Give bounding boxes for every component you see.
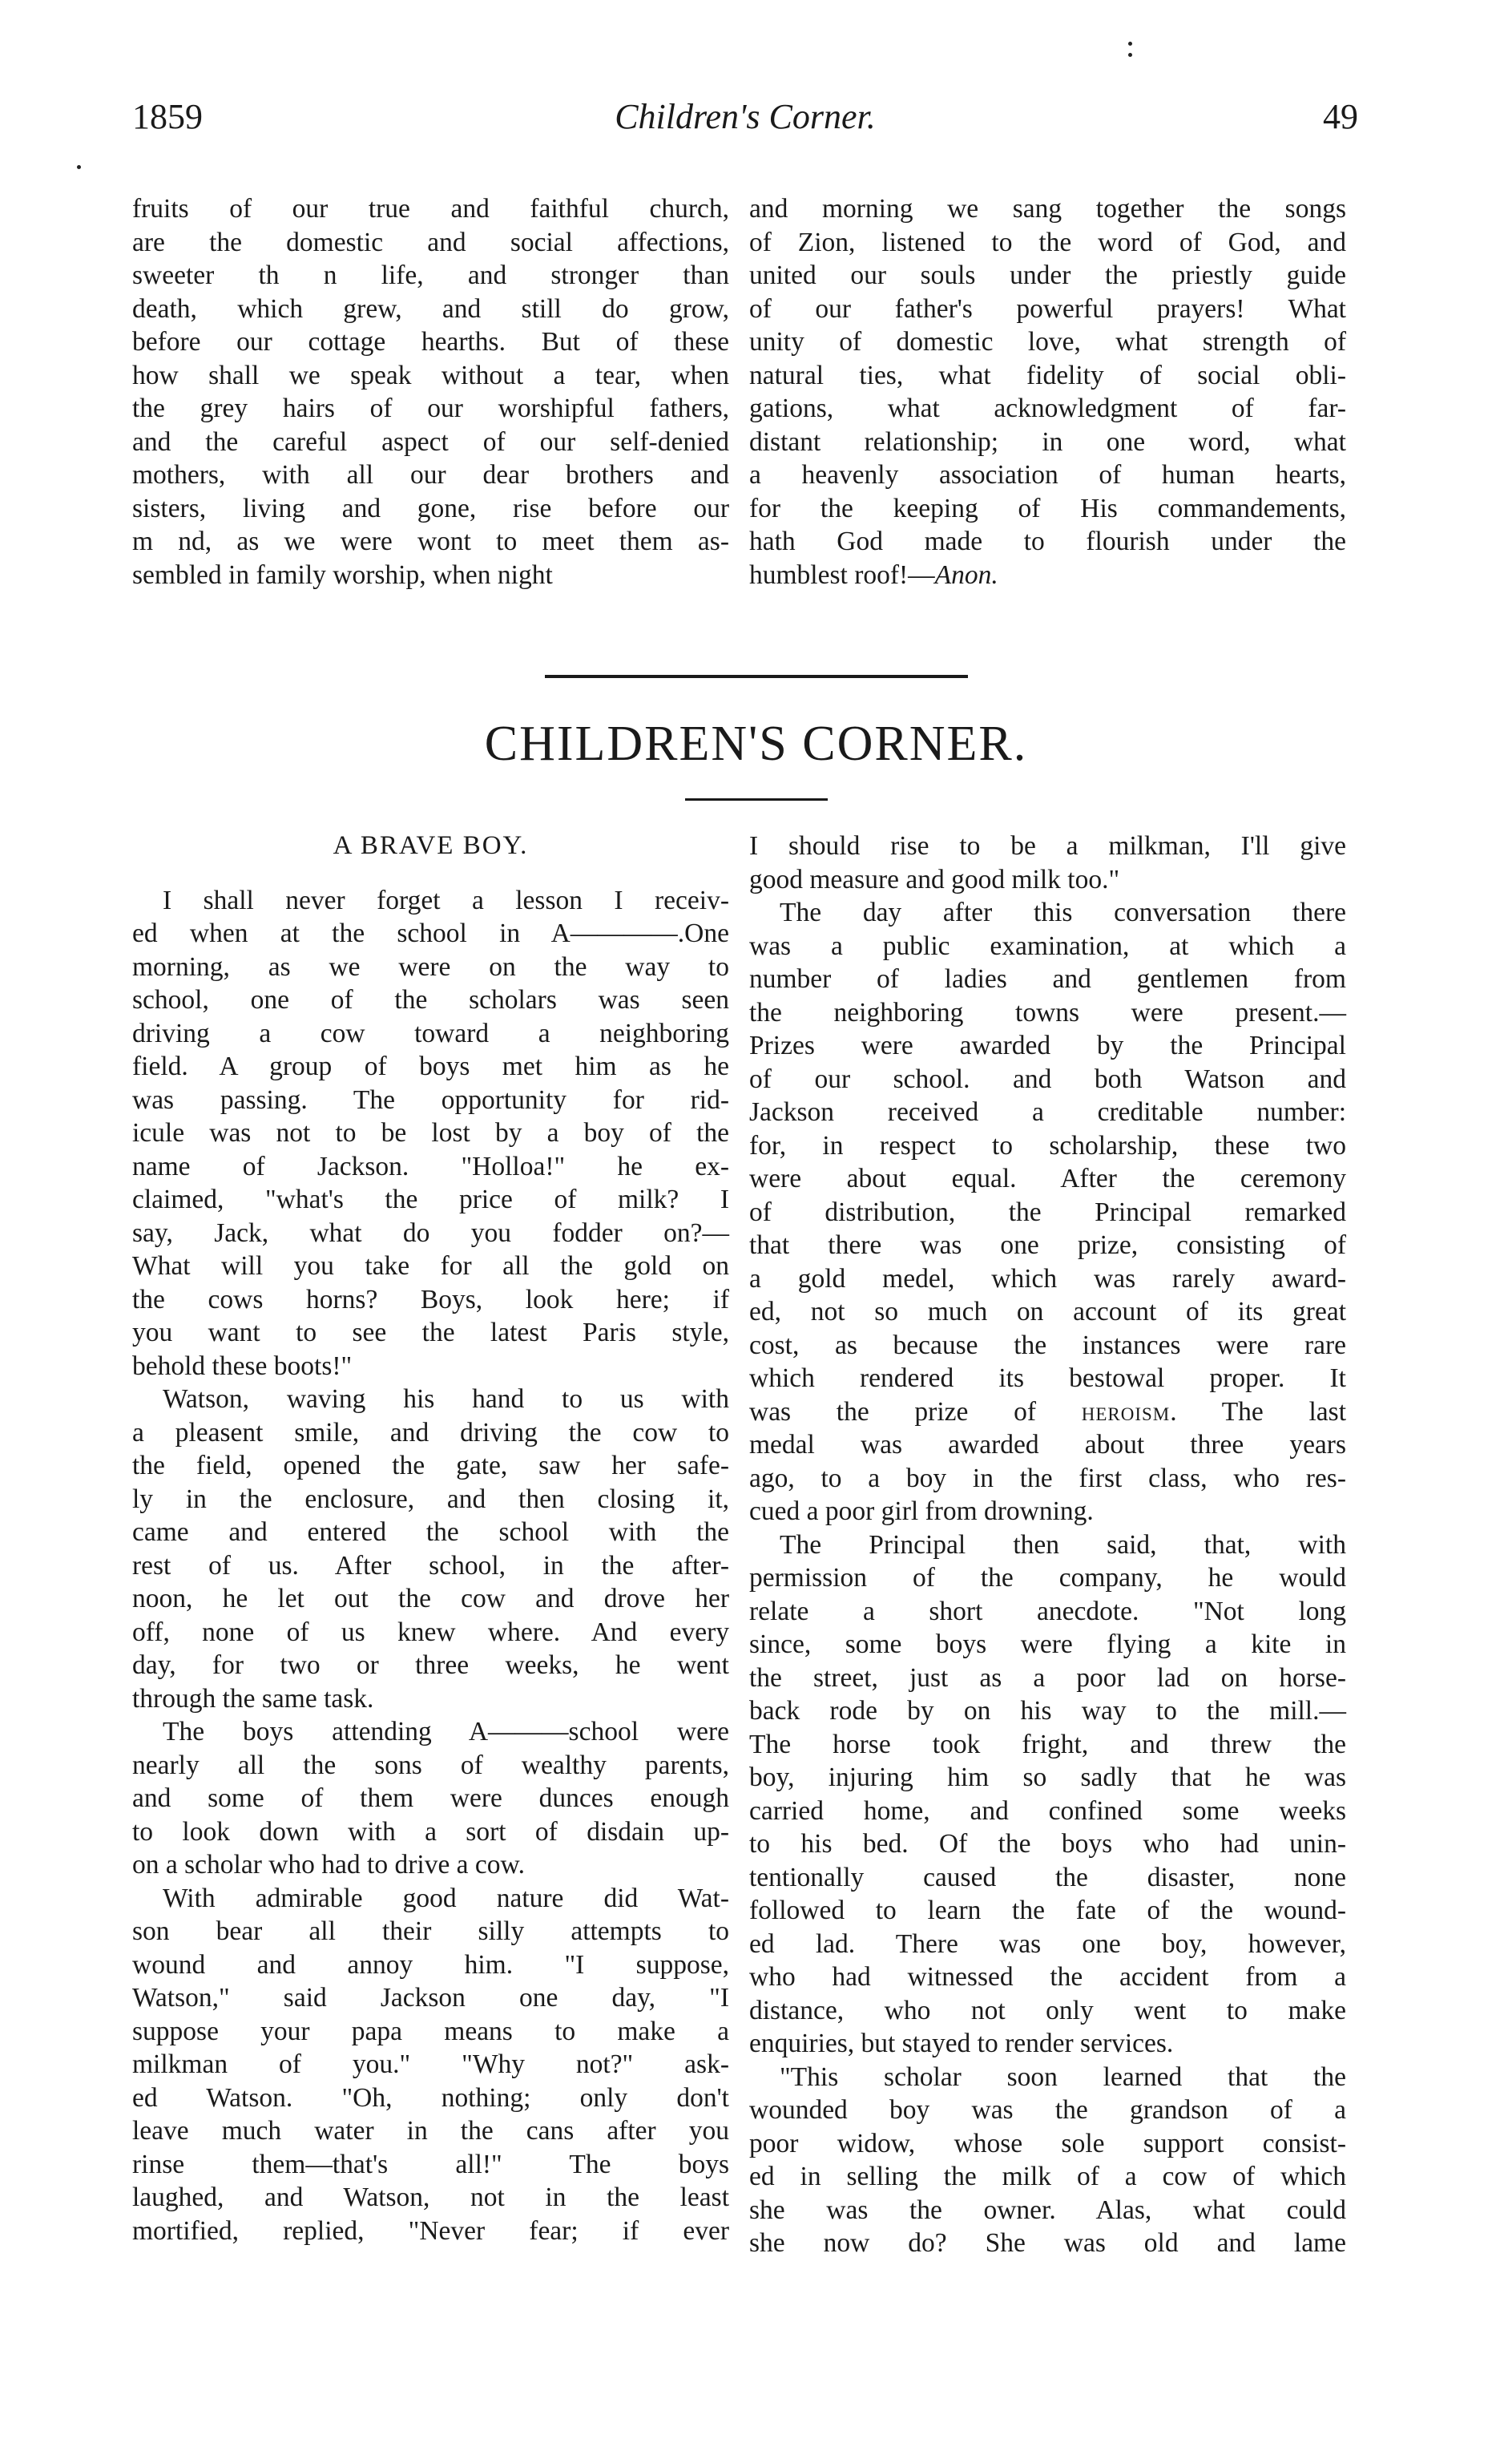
text-line: The horse took fright, and threw the (749, 1729, 1346, 1759)
text-line: ed, not so much on account of its great (749, 1297, 1346, 1326)
text-line: she now do? She was old and lame (749, 2228, 1346, 2258)
text-line: united our souls under the priestly guide (749, 260, 1346, 290)
speck (77, 165, 81, 169)
text-line: ly in the enclosure, and then closing it, (132, 1484, 729, 1514)
text-line: laughed, and Watson, not in the least (132, 2183, 729, 2212)
author-attribution: Anon. (934, 559, 998, 590)
text-line: death, which grew, and still do grow, (132, 293, 729, 324)
text-line: was passing. The opportunity for rid- (132, 1084, 729, 1115)
story-left-column (132, 830, 729, 2247)
text-line: to look down with a sort of disdain up- (132, 1816, 729, 1847)
text-line: morning, as we were on the way to (132, 951, 729, 982)
text-line: ed in selling the milk of a cow of which (749, 2162, 1346, 2191)
text-line: I should rise to be a milkman, I'll give (749, 831, 1346, 861)
text-line: followed to learn the fate of the wound- (749, 1896, 1346, 1925)
text-line: you want to see the latest Paris style, (132, 1318, 729, 1347)
text-line: mortified, replied, "Never fear; if ever (132, 2215, 729, 2246)
text-line: that there was one prize, consisting of (749, 1230, 1346, 1260)
text-line: nearly all the sons of wealthy parents, (132, 1750, 729, 1780)
section-title: CHILDREN'S CORNER. (484, 717, 1028, 771)
text-line: through the same task. (132, 1683, 374, 1714)
text-line: a gold medel, which was rarely award- (749, 1263, 1346, 1294)
top-left-column (132, 192, 729, 592)
text-line: of Zion, listened to the word of God, and (749, 227, 1346, 257)
story-right-column (749, 830, 1346, 2260)
paragraph-first-line: The Principal then said, that, with (780, 1529, 1346, 1560)
text-line: which rendered its bestowal proper. It (749, 1363, 1346, 1393)
text-line: unity of domestic love, what strength of (749, 327, 1346, 357)
text-line: the street, just as a poor lad on horse- (749, 1662, 1346, 1693)
text-line: leave much water in the cans after you (132, 2116, 729, 2146)
text-line: wound and annoy him. "I suppose, (132, 1949, 729, 1980)
text-line: name of Jackson. "Holloa!" he ex- (132, 1151, 729, 1181)
text-line: on a scholar who had to drive a cow. (132, 1850, 525, 1880)
text-line: cost, as because the instances were rare (749, 1330, 1346, 1360)
text-line: driving a cow toward a neighboring (132, 1018, 729, 1048)
text-line: rest of us. After school, in the after- (132, 1550, 729, 1581)
text-line: off, none of us knew where. And every (132, 1617, 729, 1647)
paragraph-first-line: Watson, waving his hand to us with (163, 1384, 729, 1414)
text-line: and some of them were dunces enough (132, 1783, 729, 1813)
text-line: gations, what acknowledgment of far- (749, 394, 1346, 423)
page-number: 49 (1323, 97, 1358, 136)
text-line: rinse them—that's all!" The boys (132, 2149, 729, 2179)
text-line: behold these boots!" (132, 1351, 353, 1381)
running-header (132, 96, 1358, 152)
paragraph-first-line: The day after this conversation there (780, 898, 1346, 927)
text-line: since, some boys were flying a kite in (749, 1629, 1346, 1659)
text-line: of our father's powerful prayers! What (749, 293, 1346, 324)
text-line: back rode by on his way to the mill.— (749, 1696, 1346, 1726)
text-line: claimed, "what's the price of milk? I (132, 1185, 729, 1214)
text-line: are the domestic and social affections, (132, 227, 729, 257)
text-line: school, one of the scholars was seen (132, 985, 729, 1015)
text-line: suppose your papa means to make a (132, 2016, 729, 2046)
text-line: enquiries, but stayed to render services. (749, 2029, 1174, 2058)
story-left-lines (132, 884, 729, 2248)
text-line: before our cottage hearths. But of these (132, 327, 729, 357)
paragraph-first-line: "This scholar soon learned that the (780, 2061, 1346, 2092)
closing-text: humblest roof!— (749, 559, 935, 590)
text-line: sisters, living and gone, rise before our (132, 493, 729, 523)
text-line: was a public examination, at which a (749, 931, 1346, 961)
text-line: milkman of you." "Why not?" ask- (132, 2049, 729, 2079)
text-line: a pleasent smile, and driving the cow to (132, 1417, 729, 1448)
text-line: the grey hairs of our worshipful fathers, (132, 394, 729, 423)
text-line: the field, opened the gate, saw her safe- (132, 1451, 729, 1480)
text-line: day, for two or three weeks, he went (132, 1650, 729, 1680)
text-line: ed Watson. "Oh, nothing; only don't (132, 2082, 729, 2113)
story-title: A BRAVE BOY. (333, 831, 529, 860)
text-line: mothers, with all our dear brothers and (132, 460, 729, 490)
speck (1128, 42, 1132, 46)
text-line: ed when at the school in A————.One (132, 919, 729, 948)
text-line: for the keeping of His commandements, (749, 493, 1346, 523)
text-line: to his bed. Of the boys who had unin- (749, 1829, 1346, 1859)
text-line: good measure and good milk too." (749, 864, 1120, 894)
text-line: distant relationship; in one word, what (749, 426, 1346, 457)
text-line: distance, who not only went to make (749, 1995, 1346, 2025)
running-title: Children's Corner. (615, 97, 876, 136)
text-line: the cows horns? Boys, look here; if (132, 1284, 729, 1314)
text-line: how shall we speak without a tear, when (132, 360, 729, 390)
text-line: who had witnessed the accident from a (749, 1962, 1346, 1992)
text-line: fruits of our true and faithful church, (132, 194, 729, 224)
paragraph-first-line: The boys attending A———school were (163, 1717, 729, 1746)
text-line: for, in respect to scholarship, these two (749, 1130, 1346, 1161)
text-line: sweeter th n life, and stronger than (132, 260, 729, 290)
text-line: and the careful aspect of our self-denied (132, 426, 729, 457)
text-line: field. A group of boys met him as he (132, 1052, 729, 1081)
text-line: icule was not to be lost by a boy of the (132, 1118, 729, 1148)
text-line: ago, to a boy in the first class, who res- (749, 1463, 1346, 1493)
top-right-column (749, 192, 1346, 592)
text-line: poor widow, whose sole support consist- (749, 2128, 1346, 2158)
text-line: cued a poor girl from drowning. (749, 1496, 1094, 1526)
text-line: carried home, and confined some weeks (749, 1795, 1346, 1826)
paragraph-first-line: I shall never forget a lesson I receiv- (163, 885, 729, 915)
text-line: a heavenly association of human hearts, (749, 460, 1346, 490)
text-line: hath God made to flourish under the (749, 527, 1346, 556)
text-line: Prizes were awarded by the Principal (749, 1031, 1346, 1060)
text-line: permission of the company, he would (749, 1563, 1346, 1593)
text-line: son bear all their silly attempts to (132, 1916, 729, 1946)
text-line: natural ties, what fidelity of social obli- (749, 360, 1346, 390)
text-line: ed lad. There was one boy, however, (749, 1928, 1346, 1959)
section-divider-long (545, 675, 968, 678)
top-right-closing-line (749, 559, 1346, 592)
text-line: came and entered the school with the (132, 1517, 729, 1547)
text-line: What will you take for all the gold on (132, 1251, 729, 1281)
paragraph-first-line: With admirable good nature did Wat- (163, 1883, 729, 1913)
text-line: was the prize of heroism. The last (749, 1396, 1346, 1427)
text-line: Jackson received a creditable number: (749, 1097, 1346, 1127)
text-line: m nd, as we were wont to meet them as- (132, 527, 729, 556)
emphasis-small-caps: heroism (1081, 1396, 1171, 1427)
speck (1128, 53, 1132, 57)
top-right-lines (749, 192, 1346, 559)
text-line: tentionally caused the disaster, none (749, 1862, 1346, 1892)
text-line: were about equal. After the ceremony (749, 1164, 1346, 1193)
text-line: number of ladies and gentlemen from (749, 964, 1346, 994)
text-line: sembled in family worship, when night (132, 559, 553, 590)
text-line: she was the owner. Alas, what could (749, 2195, 1346, 2225)
text-line: Watson," said Jackson one day, "I (132, 1983, 729, 2013)
text-line: noon, he let out the cow and drove her (132, 1584, 729, 1613)
header-year: 1859 (132, 97, 203, 136)
text-line: medal was awarded about three years (749, 1430, 1346, 1460)
text-line: say, Jack, what do you fodder on?— (132, 1217, 729, 1248)
section-divider-short (685, 798, 828, 801)
text-line: wounded boy was the grandson of a (749, 2095, 1346, 2125)
text-line: and morning we sang together the songs (749, 194, 1346, 224)
text-line: relate a short anecdote. "Not long (749, 1596, 1346, 1626)
text-line: of our school. and both Watson and (749, 1064, 1346, 1094)
text-line: boy, injuring him so sadly that he was (749, 1763, 1346, 1792)
text-line: of distribution, the Principal remarked (749, 1197, 1346, 1227)
text-line: the neighboring towns were present.— (749, 997, 1346, 1028)
